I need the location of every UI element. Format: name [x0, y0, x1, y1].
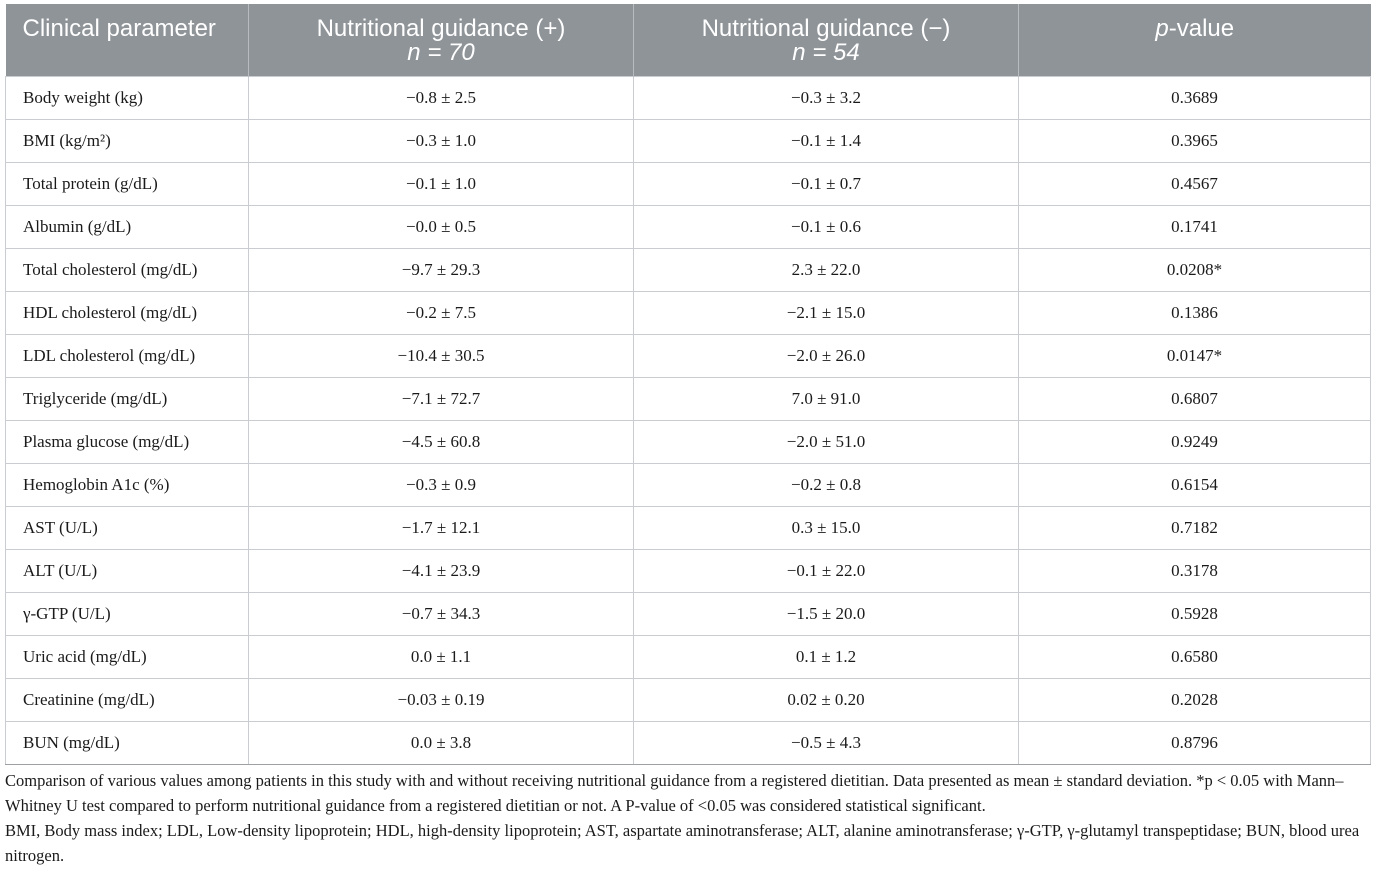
- table-row: [6, 76, 1371, 119]
- row-guidance-minus-value: −2.0 ± 26.0: [634, 334, 1019, 377]
- row-parameter: LDL cholesterol (mg/dL): [6, 334, 249, 377]
- row-guidance-minus-value: −2.0 ± 51.0: [634, 420, 1019, 463]
- row-guidance-plus-value: −4.5 ± 60.8: [249, 420, 634, 463]
- row-guidance-minus-value: −2.1 ± 15.0: [634, 291, 1019, 334]
- header-guidance-minus: [634, 4, 1019, 76]
- row-guidance-plus-value: −0.3 ± 0.9: [249, 463, 634, 506]
- row-parameter: BUN (mg/dL): [6, 721, 249, 764]
- row-guidance-plus-value: −1.7 ± 12.1: [249, 506, 634, 549]
- footnote-abbreviations: BMI, Body mass index; LDL, Low-density lipoprotein; HDL, high-density lipoprotein; AST, aspartate aminotransferase; ALT, alanine aminotransferase; γ-GTP, γ-glutamyl transpeptidase; BUN, blood urea nitrogen.: [5, 821, 1360, 865]
- row-guidance-plus-value: −0.3 ± 1.0: [249, 119, 634, 162]
- row-parameter: Albumin (g/dL): [6, 205, 249, 248]
- row-guidance-minus-value: −0.3 ± 3.2: [634, 76, 1019, 119]
- header-clinical-parameter-label: Clinical parameter: [22, 15, 216, 42]
- row-p-value: 0.1386: [1019, 291, 1371, 334]
- row-guidance-plus-value: −0.7 ± 34.3: [249, 592, 634, 635]
- row-guidance-minus-value: 0.1 ± 1.2: [634, 635, 1019, 678]
- row-p-value: 0.9249: [1019, 420, 1371, 463]
- row-guidance-plus-value: 0.0 ± 3.8: [249, 721, 634, 764]
- row-guidance-plus-value: −0.03 ± 0.19: [249, 678, 634, 721]
- row-parameter: HDL cholesterol (mg/dL): [6, 291, 249, 334]
- row-guidance-minus-value: −0.1 ± 1.4: [634, 119, 1019, 162]
- row-parameter: ALT (U/L): [6, 549, 249, 592]
- row-guidance-plus-value: −0.0 ± 0.5: [249, 205, 634, 248]
- row-parameter: Total cholesterol (mg/dL): [6, 248, 249, 291]
- row-guidance-plus-value: −10.4 ± 30.5: [249, 334, 634, 377]
- row-p-value: 0.1741: [1019, 205, 1371, 248]
- table-row: [6, 334, 1371, 377]
- row-parameter: γ-GTP (U/L): [6, 592, 249, 635]
- row-p-value: 0.3178: [1019, 549, 1371, 592]
- row-guidance-minus-value: −0.1 ± 22.0: [634, 549, 1019, 592]
- header-p-value-rest: -value: [1168, 15, 1235, 42]
- row-guidance-minus-value: 0.02 ± 0.20: [634, 678, 1019, 721]
- row-guidance-plus-value: −9.7 ± 29.3: [249, 248, 634, 291]
- row-guidance-minus-value: −0.1 ± 0.6: [634, 205, 1019, 248]
- row-p-value: 0.6807: [1019, 377, 1371, 420]
- row-guidance-plus-value: 0.0 ± 1.1: [249, 635, 634, 678]
- row-guidance-plus-value: −0.8 ± 2.5: [249, 76, 634, 119]
- row-guidance-plus-value: −0.1 ± 1.0: [249, 162, 634, 205]
- row-guidance-minus-value: 0.3 ± 15.0: [634, 506, 1019, 549]
- table-row: [6, 291, 1371, 334]
- row-parameter: Uric acid (mg/dL): [6, 635, 249, 678]
- table-row: [6, 463, 1371, 506]
- table-row: [6, 678, 1371, 721]
- row-guidance-minus-value: 7.0 ± 91.0: [634, 377, 1019, 420]
- row-p-value: 0.4567: [1019, 162, 1371, 205]
- row-parameter: Triglyceride (mg/dL): [6, 377, 249, 420]
- table-row: [6, 420, 1371, 463]
- table-row: [6, 506, 1371, 549]
- row-p-value: 0.0147*: [1019, 334, 1371, 377]
- row-guidance-minus-value: −0.1 ± 0.7: [634, 162, 1019, 205]
- header-guidance-minus-n: n = 54: [792, 39, 860, 66]
- header-guidance-plus-label: Nutritional guidance (+): [316, 15, 566, 42]
- table-footnote: [5, 768, 1370, 868]
- row-guidance-plus-value: −0.2 ± 7.5: [249, 291, 634, 334]
- row-p-value: 0.8796: [1019, 721, 1371, 764]
- row-p-value: 0.7182: [1019, 506, 1371, 549]
- table-row: [6, 119, 1371, 162]
- row-guidance-minus-value: −1.5 ± 20.0: [634, 592, 1019, 635]
- row-guidance-minus-value: −0.5 ± 4.3: [634, 721, 1019, 764]
- header-guidance-plus-n: n = 70: [407, 39, 475, 66]
- table-row: [6, 549, 1371, 592]
- row-parameter: Total protein (g/dL): [6, 162, 249, 205]
- row-p-value: 0.3689: [1019, 76, 1371, 119]
- table-row: [6, 248, 1371, 291]
- footnote-description: Comparison of various values among patients in this study with and without receiving nutritional guidance from a registered dietitian. Data presented as mean ± standard deviation. *p < 0.05 with Mann–Whitney U test compared to perform nutritional guidance from a registered dietitian or not. A P-value of <0.05 was considered statistical significant.: [5, 771, 1344, 815]
- table-body: [6, 76, 1371, 764]
- row-parameter: Body weight (kg): [6, 76, 249, 119]
- table-row: [6, 205, 1371, 248]
- row-parameter: BMI (kg/m²): [6, 119, 249, 162]
- header-clinical-parameter: [6, 4, 249, 76]
- row-parameter: Creatinine (mg/dL): [6, 678, 249, 721]
- header-p-value-italic: p: [1155, 15, 1169, 42]
- table-row: [6, 377, 1371, 420]
- header-p-value: [1019, 4, 1371, 76]
- results-table: [5, 4, 1371, 765]
- row-p-value: 0.0208*: [1019, 248, 1371, 291]
- table-row: [6, 592, 1371, 635]
- table-container: [5, 4, 1370, 765]
- table-row: [6, 162, 1371, 205]
- row-p-value: 0.2028: [1019, 678, 1371, 721]
- table-row: [6, 635, 1371, 678]
- table-row: [6, 721, 1371, 764]
- row-guidance-plus-value: −4.1 ± 23.9: [249, 549, 634, 592]
- row-p-value: 0.6154: [1019, 463, 1371, 506]
- row-parameter: Hemoglobin A1c (%): [6, 463, 249, 506]
- row-p-value: 0.6580: [1019, 635, 1371, 678]
- header-guidance-plus: [249, 4, 634, 76]
- table-header: [6, 4, 1371, 76]
- row-guidance-minus-value: −0.2 ± 0.8: [634, 463, 1019, 506]
- header-row: [6, 4, 1371, 76]
- row-p-value: 0.3965: [1019, 119, 1371, 162]
- row-guidance-plus-value: −7.1 ± 72.7: [249, 377, 634, 420]
- row-parameter: AST (U/L): [6, 506, 249, 549]
- header-guidance-minus-label: Nutritional guidance (−): [701, 15, 951, 42]
- row-p-value: 0.5928: [1019, 592, 1371, 635]
- row-parameter: Plasma glucose (mg/dL): [6, 420, 249, 463]
- row-guidance-minus-value: 2.3 ± 22.0: [634, 248, 1019, 291]
